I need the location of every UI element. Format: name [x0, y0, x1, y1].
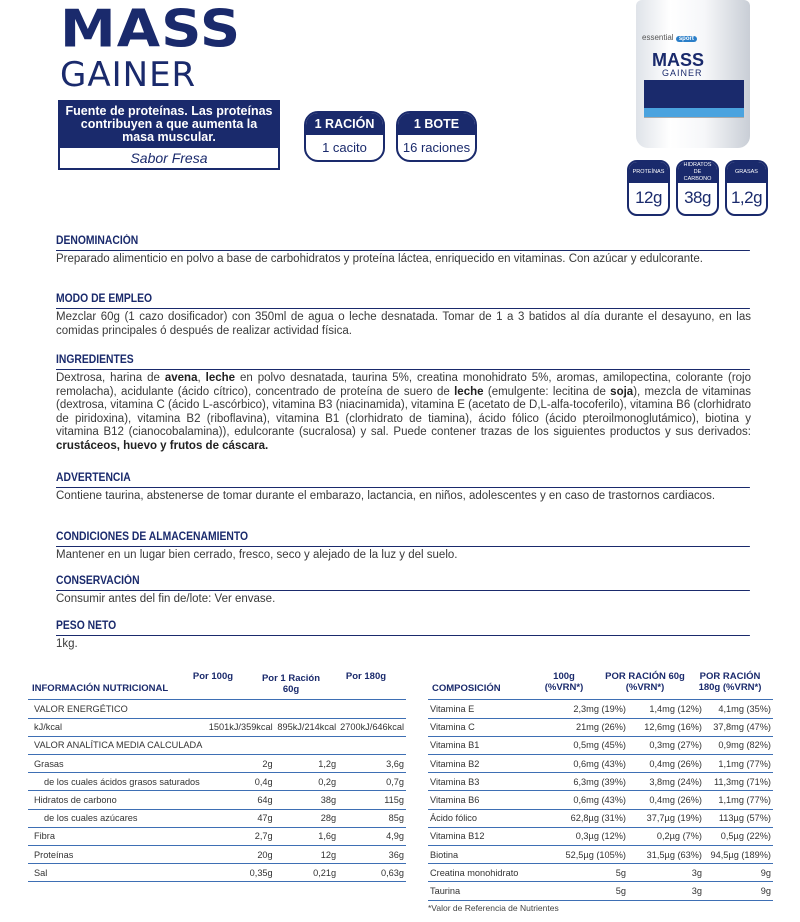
section-heading: PESO NETO [56, 619, 750, 636]
table-row: Proteínas 20g 12g 36g [28, 846, 406, 864]
section-conservacion [56, 574, 751, 607]
ingredients-text: Dextrosa, harina de avena, leche en polvo desnatada, taurina 5%, creatina monohidrato 5%, aromas, amilopectina, colorante (rojo remolacha), acidulante (ácido cítrico), concentrado de proteína de suero de leche (emulgente: lecitina de soja), mezcla de vitaminas (dextrosa, vitamina C (ácido L-ascórbico), vitamina B3 (niacinamida), vitamina E (acetato de D,L-alfa-tocoferilo), vitamina B6 (clorhidrato de piridoxina), vitamina B2 (riboflavina), vitamina B1 (clorhidrato de tiamina), ácido fólico (ácido pteroilmonoglutámico), biotina y vitamina B12 (cianocobalamina)), edulcorante (sucralosa) y sal. Puede contener trazas de los siguientes productos y sus derivados: crustáceos, huevo y frutos de cáscara. [56, 372, 751, 452]
serving-value: 1 cacito [322, 140, 367, 155]
health-claim-box [58, 100, 280, 170]
table-row: Vitamina B6 0,6mg (43%) 0,4mg (26%) 1,1mg (77%) [428, 791, 773, 809]
container-pill [396, 111, 477, 162]
allergen: crustáceos, huevo y frutos de cáscara. [56, 439, 269, 452]
section-ingredientes [56, 353, 751, 454]
composition-header-60g: POR RACIÓN 60g (%VRN*) [605, 671, 685, 693]
table-row: Creatina monohidrato 5g 3g 9g [428, 864, 773, 882]
macro-value: 38g [684, 188, 711, 207]
section-heading: CONDICIONES DE ALMACENAMIENTO [56, 530, 750, 547]
section-heading: INGREDIENTES [56, 353, 750, 370]
nutrition-table [28, 700, 406, 882]
macro-value: 12g [635, 188, 662, 207]
section-text: Mezclar 60g (1 cazo dosificador) con 350ml de agua o leche desnatada. Tomar de 1 a 3 batidos al día durante el desayuno, en las comidas principales ó después de realizar actividad física. [56, 311, 751, 337]
product-jar-image [636, 0, 750, 148]
section-modo-empleo [56, 292, 751, 338]
flavor-label: Sabor Fresa [130, 150, 208, 166]
table-row: de los cuales azúcares 47g 28g 85g [28, 809, 406, 827]
macro-label: PROTEÍNAS [629, 162, 668, 183]
table-row: VALOR ANALÍTICA MEDIA CALCULADA [28, 736, 406, 754]
section-text: Mantener en un lugar bien cerrado, fresco, seco y alejado de la luz y del suelo. [56, 549, 458, 561]
section-heading: ADVERTENCIA [56, 471, 750, 488]
section-text: Consumir antes del fin de/lote: Ver envase. [56, 593, 276, 605]
health-claim: Fuente de proteínas. Las proteínas contribuyen a que aumenta la masa muscular. [60, 102, 278, 148]
nutrition-header-serving: Por 1 Ración 60g [261, 673, 321, 695]
section-text: Preparado alimenticio en polvo a base de carbohidratos y proteína láctea, enriquecido en vitaminas. Con azúcar y edulcorante. [56, 253, 703, 265]
table-row: Vitamina B2 0,6mg (43%) 0,4mg (26%) 1,1mg (77%) [428, 755, 773, 773]
section-heading: DENOMINACIÓN [56, 234, 750, 251]
product-subtitle: GAINER [60, 55, 197, 95]
macro-badge-carbs [676, 160, 719, 216]
table-row: kJ/kcal 1501kJ/359kcal 895kJ/214kcal 2700kJ/646kcal [28, 718, 406, 736]
allergen: leche [454, 385, 484, 398]
nutrition-header-180g: Por 180g [345, 671, 387, 682]
section-advertencia [56, 471, 751, 504]
table-row: Ácido fólico 62,8µg (31%) 37,7µg (19%) 113µg (57%) [428, 809, 773, 827]
macro-value: 1,2g [730, 188, 763, 207]
table-row: Vitamina B12 0,3µg (12%) 0,2µg (7%) 0,5µg (22%) [428, 827, 773, 845]
jar-label-footer [644, 117, 744, 125]
vrn-footnote: *Valor de Referencia de Nutrientes [428, 903, 559, 913]
table-row: Vitamina B3 6,3mg (39%) 3,8mg (24%) 11,3mg (71%) [428, 773, 773, 791]
table-row: Vitamina C 21mg (26%) 12,6mg (16%) 37,8mg (47%) [428, 718, 773, 736]
jar-name: MASS [652, 50, 705, 70]
allergen: soja [610, 385, 634, 398]
section-text: Contiene taurina, abstenerse de tomar durante el embarazo, lactancia, en niños, adolescentes y en caso de trastornos cardiacos. [56, 490, 716, 502]
table-row: de los cuales ácidos grasos saturados 0,4g 0,2g 0,7g [28, 773, 406, 791]
table-row: Hidratos de carbono 64g 38g 115g [28, 791, 406, 809]
nutrition-header-100g: Por 100g [192, 671, 234, 682]
container-value: 16 raciones [402, 140, 471, 155]
serving-label: 1 RACIÓN [306, 113, 383, 135]
brand-logo: essential sport [642, 33, 697, 42]
allergen: avena [164, 372, 198, 384]
container-label: 1 BOTE [398, 113, 475, 135]
composition-header: COMPOSICIÓN [432, 683, 501, 694]
allergen: leche [205, 372, 236, 384]
product-title: MASS [60, 0, 242, 60]
serving-pill [304, 111, 385, 162]
table-row: Sal 0,35g 0,21g 0,63g [28, 864, 406, 882]
composition-table [428, 700, 773, 901]
section-heading: MODO DE EMPLEO [56, 292, 750, 309]
composition-header-100g: 100g (%VRN*) [544, 671, 584, 693]
table-row: Taurina 5g 3g 9g [428, 882, 773, 900]
macro-label: HIDRATOS DE CARBONO [678, 162, 717, 183]
table-row: Grasas 2g 1,2g 3,6g [28, 755, 406, 773]
jar-subname: GAINER [662, 68, 703, 78]
table-row: Fibra 2,7g 1,6g 4,9g [28, 827, 406, 845]
table-row: Vitamina E 2,3mg (19%) 1,4mg (12%) 4,1mg (35%) [428, 700, 773, 718]
macro-badge-protein [627, 160, 670, 216]
section-text: 1kg. [56, 638, 78, 650]
table-row: VALOR ENERGÉTICO [28, 700, 406, 718]
section-peso-neto [56, 619, 751, 652]
composition-header-180g: POR RACIÓN 180g (%VRN*) [698, 671, 762, 693]
nutrition-header-info: INFORMACIÓN NUTRICIONAL [32, 683, 169, 694]
section-denominacion [56, 234, 751, 267]
jar-label-stripe [644, 108, 744, 117]
jar-label-band [644, 80, 744, 108]
table-row: Vitamina B1 0,5mg (45%) 0,3mg (27%) 0,9mg (82%) [428, 736, 773, 754]
macro-label: GRASAS [727, 162, 766, 183]
section-almacenamiento [56, 530, 751, 563]
macro-badge-fat [725, 160, 768, 216]
table-row: Biotina 52,5µg (105%) 31,5µg (63%) 94,5µg (189%) [428, 846, 773, 864]
section-heading: CONSERVACIÓN [56, 574, 750, 591]
